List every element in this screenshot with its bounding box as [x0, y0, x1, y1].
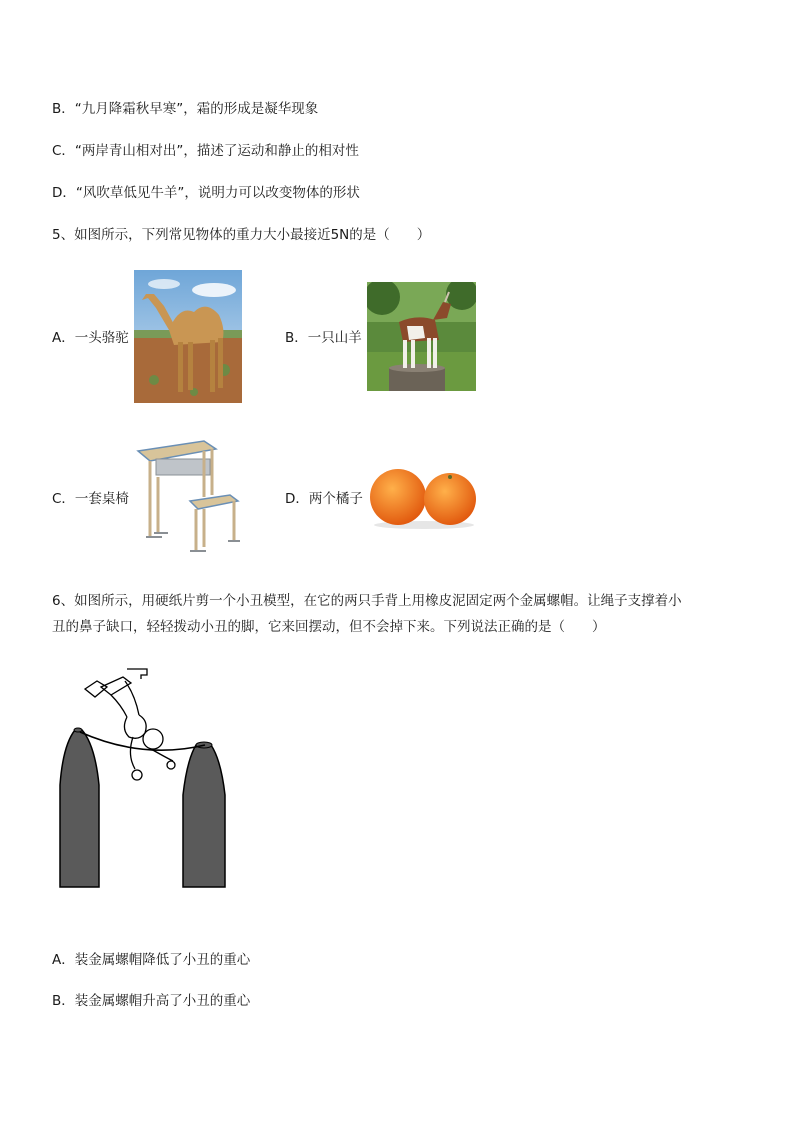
q4-option-b: B．“九月降霜秋早寒”，霜的形成是凝华现象	[52, 101, 319, 117]
desk-chair-photo	[134, 437, 240, 559]
q4-option-d: D．“风吹草低见牛羊”，说明力可以改变物体的形状	[52, 185, 360, 201]
camel-photo	[134, 270, 242, 403]
q4-option-c: C．“两岸青山相对出”，描述了运动和静止的相对性	[52, 143, 359, 159]
q5-stem: 5、如图所示，下列常见物体的重力大小最接近5N的是（ ）	[52, 227, 431, 243]
q5-option-c-label: C．一套桌椅	[52, 491, 129, 507]
q6-option-b: B．装金属螺帽升高了小丑的重心	[52, 993, 251, 1009]
q5-option-a-label: A．一头骆驼	[52, 330, 129, 346]
clown-balance-figure	[55, 665, 230, 893]
goat-photo	[367, 282, 476, 391]
q6-stem-line1: 6、如图所示，用硬纸片剪一个小丑模型，在它的两只手背上用橡皮泥固定两个金属螺帽。让绳子支撑着小	[52, 593, 682, 609]
q5-option-d-label: D．两个橘子	[285, 491, 363, 507]
q5-option-b-label: B．一只山羊	[285, 330, 362, 346]
oranges-photo	[370, 465, 478, 530]
q6-stem-line2: 丑的鼻子缺口，轻轻拨动小丑的脚，它来回摆动，但不会掉下来。下列说法正确的是（ ）	[52, 619, 606, 635]
q6-option-a: A．装金属螺帽降低了小丑的重心	[52, 952, 251, 968]
